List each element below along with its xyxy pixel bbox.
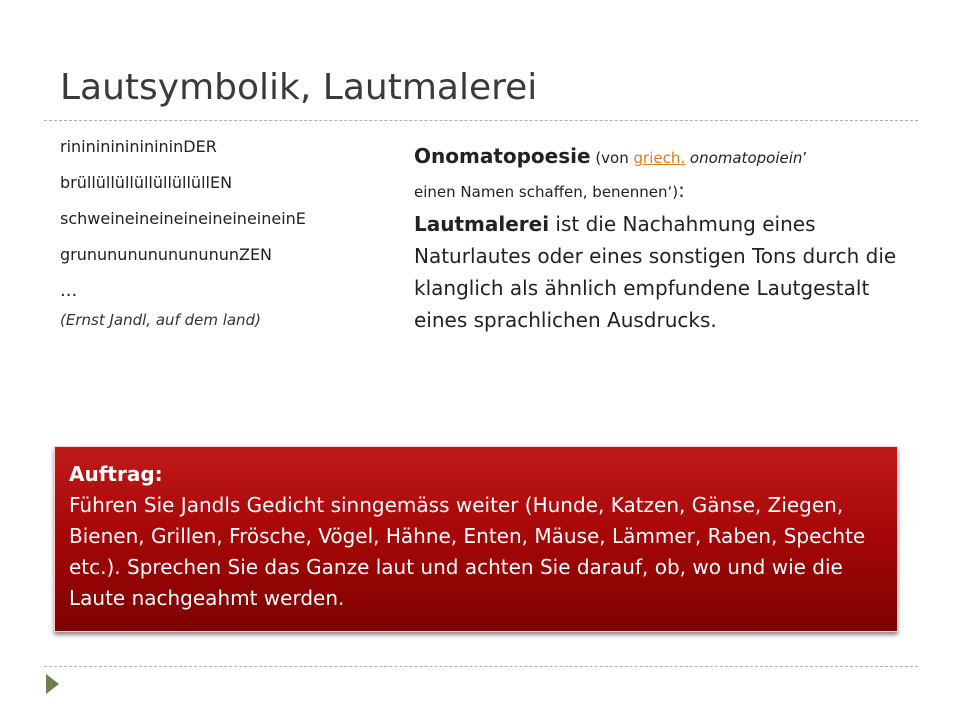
poem-line: brüllüllüllüllüllüllüllEN (60, 173, 233, 192)
bottom-divider (44, 666, 918, 667)
poem-line: grununununununununZEN (60, 245, 273, 264)
slide-title: Lautsymbolik, Lautmalerei (60, 67, 538, 108)
definition-block (414, 140, 924, 336)
poem-source: (Ernst Jandl, auf dem land) (60, 311, 261, 329)
quote-mark: ’ (802, 149, 808, 167)
definition-colon: : (678, 178, 685, 202)
definition-text: ist die Nachahmung eines Naturlautes oder eines sonstigen Tons durch die klanglich als ähnlich empfundene Lautgestalt eines sprachlichen Ausdrucks. (414, 212, 897, 332)
triangle-bullet-icon (46, 674, 59, 694)
definition-term-2: Lautmalerei (414, 212, 550, 236)
poem-line: schweineineineineineineineinE (60, 209, 306, 228)
definition-paren-open: (von (590, 149, 634, 167)
poem-ellipsis: ... (60, 280, 78, 301)
griech-link[interactable]: griech. (633, 149, 686, 167)
definition-meaning: einen Namen schaffen, benennen‘) (414, 183, 679, 201)
greek-word: onomatopoiein (685, 149, 803, 167)
top-divider (44, 120, 918, 121)
task-text: Führen Sie Jandls Gedicht sinngemäss weiter (Hunde, Katzen, Gänse, Ziegen, Bienen, Grillen, Frösche, Vögel, Hähne, Enten, Mäuse, Lämmer, Raben, Spechte etc.). Sprechen Sie das Ganze laut und achten Sie darauf, ob, wo und wie die Laute nachgeahmt werden. (69, 493, 866, 610)
poem-block (60, 134, 380, 332)
poem-line: rininininininininDER (60, 137, 217, 156)
task-box (54, 446, 898, 632)
task-heading: Auftrag: (69, 462, 163, 486)
definition-term: Onomatopoesie (414, 144, 591, 168)
